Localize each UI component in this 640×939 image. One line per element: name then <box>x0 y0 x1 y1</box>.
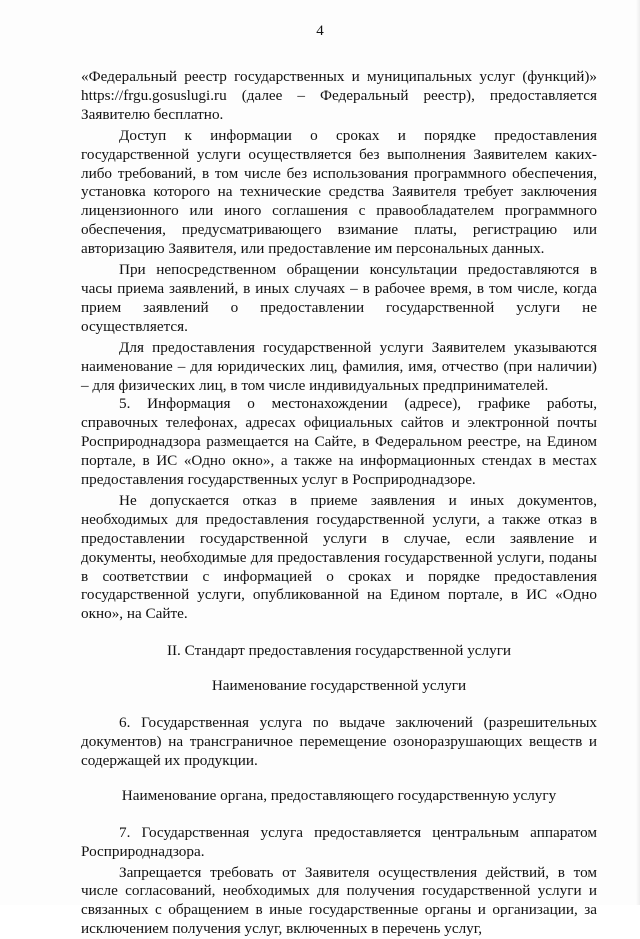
section-heading: II. Стандарт предоставления государственной услуги <box>166 642 512 660</box>
document-body <box>81 68 597 939</box>
subheading-authority: Наименование органа, предоставляющего государственную услугу <box>121 786 557 804</box>
scan-edge-shadow <box>636 0 640 905</box>
paragraph-applicant-name: Для предоставления государственной услуги Заявителем указываются наименование – для юридических лиц, фамилия, имя, отчество (при наличии) – для физических лиц, в том числе индивидуальных предпринимателей. <box>81 338 597 394</box>
paragraph-direct-consultation: При непосредственном обращении консультации предоставляются в часы приема заявлений, в иных случаях – в рабочее время, в том числе, когда прием заявлений о предоставлении государственной услуги не осуществляется. <box>81 261 597 335</box>
subheading-service-name: Наименование государственной услуги <box>211 677 467 695</box>
paragraph-item-7: 7. Государственная услуга предоставляется центральным аппаратом Росприроднадзора. <box>81 823 597 860</box>
paragraph-item-6: 6. Государственная услуга по выдаче заключений (разрешительных документов) на трансграничное перемещение озоноразрушающих веществ и содержащей их продукции. <box>81 714 597 769</box>
paragraph-refusal-not-allowed: Не допускается отказ в приеме заявления и иных документов, необходимых для предоставления государственной услуги, а также отказ в предоставлении государственной услуги в случае, если заявление и документы, необходимые для предоставления государственной услуги, поданы в соответствии с информацией о сроках и порядке предоставления государственной услуги, опубликованной на Едином портале, в ИС «Одно окно», на Сайте. <box>81 491 597 623</box>
paragraph-item-5: 5. Информация о местонахождении (адресе), графике работы, справочных телефонах, адресах официальных сайтов и электронной почты Росприроднадзора размещается на Сайте, в Федеральном реестре, на Едином портале, в ИС «Одно окно», а также на информационных стендах в местах предоставления государственных услуг в Росприроднадзоре. <box>81 395 597 489</box>
paragraph-prohibition: Запрещается требовать от Заявителя осуществления действий, в том числе согласований, необходимых для получения государственной услуги и связанных с обращением в иные государственные органы и организации, за исключением получения услуг, включенных в перечень услуг, <box>81 863 597 938</box>
paragraph-frgu-reference: «Федеральный реестр государственных и муниципальных услуг (функций)» https://frgu.gosuslugi.ru (далее – Федеральный реестр), предоставляется Заявителю бесплатно. <box>81 68 597 123</box>
paragraph-access-information: Доступ к информации о сроках и порядке предоставления государственной услуги осуществляется без выполнения Заявителем каких-либо требований, в том числе без использования программного обеспечения, установка которого на технические средства Заявителя требует заключения лицензионного или иного соглашения с правообладателем программного обеспечения, предусматривающего взимание платы, регистрацию или авторизацию Заявителя, или предоставление им персональных данных. <box>81 126 597 258</box>
page-number: 4 <box>316 23 324 39</box>
